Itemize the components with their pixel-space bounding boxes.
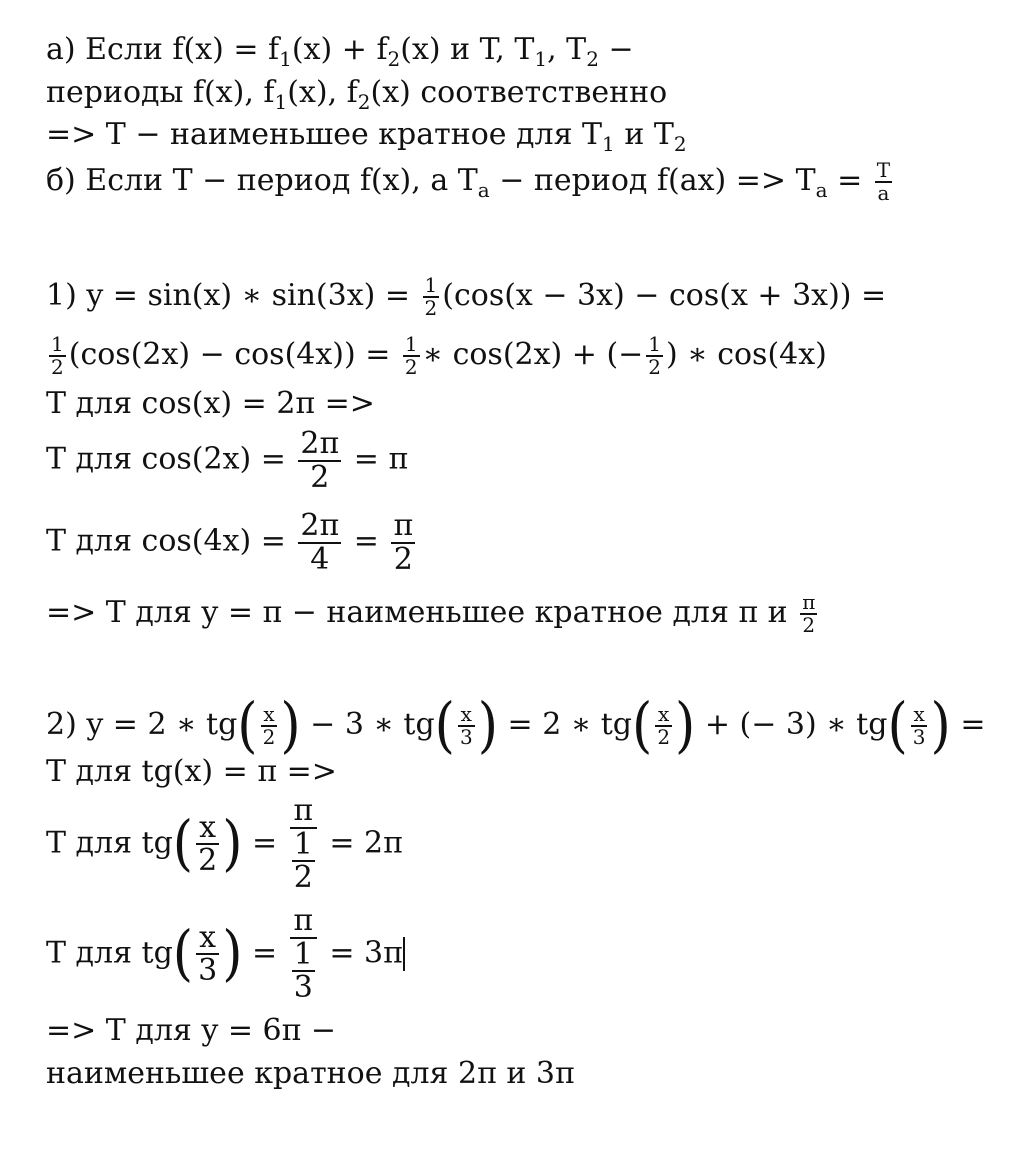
denominator: 3 xyxy=(912,725,926,749)
denominator: 4 xyxy=(310,541,330,577)
subscript: 1 xyxy=(279,47,292,71)
text: (x), f xyxy=(287,75,358,110)
text: − xyxy=(598,32,634,67)
text: = 2π xyxy=(319,825,403,861)
numerator: T xyxy=(876,158,891,182)
text: , T xyxy=(547,32,587,67)
complex-fraction xyxy=(290,905,317,1004)
fraction xyxy=(261,704,278,748)
numerator: π xyxy=(290,795,317,829)
text: = 2 ∗ tg xyxy=(497,707,633,742)
text: 1) y = sin(x) ∗ sin(3x) = xyxy=(46,278,420,313)
fraction-half xyxy=(423,275,440,319)
ex2-line1 xyxy=(46,691,986,761)
text: = xyxy=(827,163,872,198)
subscript: 1 xyxy=(602,132,615,156)
paren: ( xyxy=(434,691,455,761)
numerator: x xyxy=(458,704,475,727)
text: => T − наименьшее кратное для T xyxy=(46,117,603,152)
numerator: 2π xyxy=(300,508,340,543)
fraction xyxy=(298,510,341,575)
ex2-line4 xyxy=(46,905,405,1004)
paren: ) xyxy=(222,809,243,879)
fraction xyxy=(290,826,317,895)
paren: ( xyxy=(887,691,908,761)
rule-b xyxy=(46,160,895,208)
text: (x) + f xyxy=(291,32,388,67)
numerator: 1 xyxy=(293,936,313,972)
text: = xyxy=(242,825,287,861)
rule-a-line2 xyxy=(46,75,667,120)
denominator: a xyxy=(877,181,890,205)
fraction xyxy=(458,704,475,748)
text: (cos(x − 3x) − cos(x + 3x)) = xyxy=(442,278,887,313)
text: и T xyxy=(614,117,674,152)
denominator: 2 xyxy=(262,725,276,749)
text: ) ∗ cos(4x) xyxy=(666,337,827,372)
text: + (− 3) ∗ tg xyxy=(695,707,888,742)
numerator: 1 xyxy=(424,273,438,297)
text: а) Если f(x) = f xyxy=(46,32,280,67)
numerator: 1 xyxy=(404,332,418,356)
numerator: π xyxy=(802,590,816,614)
denominator: 2 xyxy=(802,613,816,637)
denominator: 3 xyxy=(198,953,218,989)
ex1-line2 xyxy=(46,334,827,378)
text: (x) и T, T xyxy=(400,32,535,67)
fraction xyxy=(800,592,817,636)
numerator: x xyxy=(196,812,219,846)
subscript: a xyxy=(477,178,490,202)
subscript: 1 xyxy=(274,90,288,114)
fraction-half xyxy=(646,334,663,378)
text-cursor xyxy=(403,937,405,971)
ex2-conclusion-line2 xyxy=(46,1056,575,1092)
paren: ) xyxy=(675,691,696,761)
text: − период f(ax) => T xyxy=(489,163,816,198)
text: − 3 ∗ tg xyxy=(300,707,435,742)
subscript: 2 xyxy=(387,47,401,71)
rule-a-line3 xyxy=(46,117,687,162)
subscript: 2 xyxy=(357,90,371,114)
numerator: 2π xyxy=(300,426,340,461)
text: T для cos(4x) = xyxy=(46,523,296,559)
fraction xyxy=(391,510,415,575)
text: T для cos(2x) = xyxy=(46,441,296,477)
fraction xyxy=(290,936,317,1005)
denominator: 2 xyxy=(657,725,671,749)
denominator: 2 xyxy=(393,541,413,577)
numerator: 1 xyxy=(51,332,64,356)
fraction-t-over-a xyxy=(875,160,892,204)
ex1-line1 xyxy=(46,275,886,319)
ex1-conclusion xyxy=(46,592,820,636)
numerator: x xyxy=(655,704,672,727)
numerator: π xyxy=(393,508,414,543)
numerator: π xyxy=(290,905,317,939)
ex2-conclusion-line1 xyxy=(46,1013,336,1049)
ex2-line2 xyxy=(46,754,337,790)
numerator: x xyxy=(911,704,928,727)
denominator: 2 xyxy=(404,355,418,379)
text: = xyxy=(344,523,389,559)
denominator: 2 xyxy=(293,860,313,895)
subscript: 2 xyxy=(586,47,599,71)
fraction xyxy=(911,704,928,748)
numerator: 1 xyxy=(648,332,662,356)
numerator: x xyxy=(196,922,219,956)
ex1-line3 xyxy=(46,386,375,422)
denominator: 2 xyxy=(648,355,662,379)
text: = xyxy=(242,935,287,971)
text: 2) y = 2 ∗ tg xyxy=(46,707,238,742)
fraction xyxy=(655,704,672,748)
denominator: 2 xyxy=(198,843,218,879)
fraction-half xyxy=(49,334,66,378)
denominator: 3 xyxy=(293,970,313,1005)
text: = π xyxy=(344,441,409,477)
subscript: 2 xyxy=(673,132,687,156)
text: (cos(2x) − cos(4x)) = xyxy=(68,337,400,372)
text: = xyxy=(950,707,986,742)
denominator: 2 xyxy=(424,296,438,320)
fraction xyxy=(298,428,341,493)
text: наименьшее кратное для 2π и 3π xyxy=(46,1056,575,1091)
paren: ( xyxy=(172,919,194,989)
denominator: 2 xyxy=(310,459,330,495)
fraction-half xyxy=(403,334,420,378)
ex2-line3 xyxy=(46,795,403,894)
subscript: 1 xyxy=(534,47,548,71)
numerator: x xyxy=(261,704,278,727)
denominator: 3 xyxy=(459,725,473,749)
text: T для tg xyxy=(46,935,173,971)
text: = 3π xyxy=(319,935,403,971)
subscript: a xyxy=(815,178,828,202)
paren: ( xyxy=(172,809,194,879)
text: (x) соответственно xyxy=(370,75,668,110)
denominator: 2 xyxy=(51,355,64,379)
text: => T для y = 6π − xyxy=(46,1013,336,1048)
paren: ( xyxy=(632,691,653,761)
paren: ( xyxy=(237,691,258,761)
ex1-line4 xyxy=(46,428,408,493)
paren: ) xyxy=(930,691,951,761)
text: T для cos(x) = 2π => xyxy=(46,386,375,421)
fraction xyxy=(196,919,219,989)
ex1-line5 xyxy=(46,510,418,575)
paren: ) xyxy=(477,691,498,761)
text: б) Если T − период f(x), а T xyxy=(46,163,478,198)
paren: ) xyxy=(222,919,243,989)
text: ∗ cos(2x) + (− xyxy=(422,337,644,372)
text: T для tg(x) = π => xyxy=(46,754,337,789)
rule-a-line1 xyxy=(46,32,634,77)
text: периоды f(x), f xyxy=(46,75,275,110)
numerator: 1 xyxy=(293,826,313,862)
text: => T для y = π − наименьшее кратное для π и xyxy=(46,595,798,630)
fraction xyxy=(196,809,219,879)
paren: ) xyxy=(280,691,301,761)
complex-fraction xyxy=(290,795,317,894)
text: T для tg xyxy=(46,825,173,861)
